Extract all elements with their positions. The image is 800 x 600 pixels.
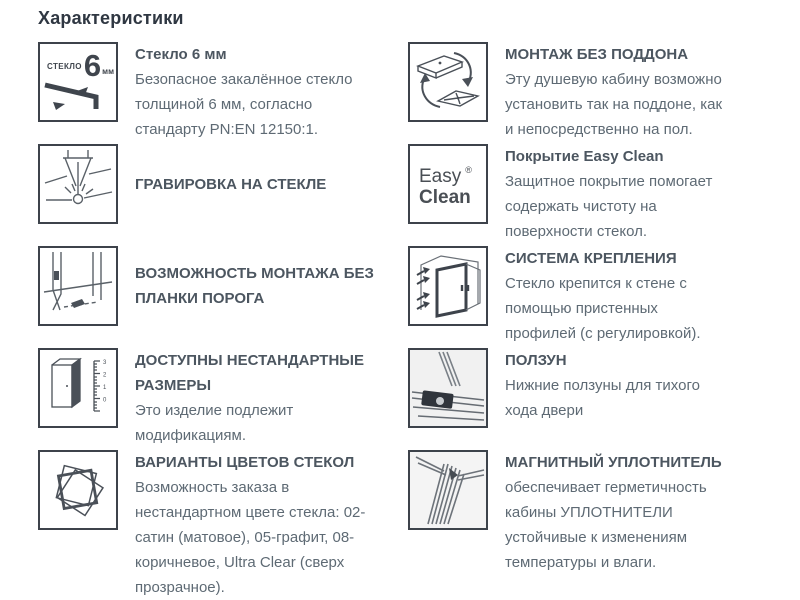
- ruler-mark: 3: [103, 360, 107, 366]
- glass-engraving-icon: [38, 144, 118, 224]
- no-tray-install-icon: [408, 42, 488, 122]
- feature-heading: Покрытие Easy Clean: [505, 148, 664, 165]
- easy-clean-label-clean: Clean: [419, 187, 471, 208]
- feature-heading: МОНТАЖ БЕЗ ПОДДОНА: [505, 46, 689, 63]
- door-slider-icon: [408, 348, 488, 428]
- enclosure-graphic: [410, 248, 486, 324]
- feature-heading: ВАРИАНТЫ ЦВЕТОВ СТЕКОЛ: [135, 454, 355, 471]
- tray-floor-graphic: [410, 44, 486, 120]
- engraving-tool-graphic: [40, 146, 116, 222]
- feature-custom-sizes: [38, 348, 400, 450]
- slider-rail-graphic: [410, 350, 486, 426]
- feature-glass-engraving: [38, 144, 400, 246]
- glass-thickness-icon: [38, 42, 118, 122]
- feature-body: Нижние ползуны для тихого хода двери: [505, 377, 700, 419]
- seal-profiles-graphic: [410, 452, 486, 528]
- feature-wall-mounting: [408, 246, 780, 348]
- feature-body: обеспечивает герметичность кабины УПЛОТНИТЕЛИ устойчивые к изменениям температуры и влаги.: [505, 479, 707, 571]
- magnetic-seal-icon: [408, 450, 488, 530]
- ruler-mark: 2: [103, 372, 107, 379]
- no-threshold-icon: [38, 246, 118, 326]
- feature-magnetic-seal: [408, 450, 780, 600]
- feature-heading: ГРАВИРОВКА НА СТЕКЛЕ: [135, 175, 327, 193]
- feature-glass-thickness: [38, 42, 400, 144]
- feature-heading: МАГНИТНЫЙ УПЛОТНИТЕЛЬ: [505, 454, 722, 471]
- feature-body: Это изделие подлежит модификациям.: [135, 402, 294, 444]
- feature-glass-colors: [38, 450, 400, 600]
- feature-heading: СИСТЕМА КРЕПЛЕНИЯ: [505, 250, 677, 267]
- feature-body: Защитное покрытие помогает содержать чистоту на поверхности стекол.: [505, 173, 713, 240]
- page-title: Характеристики: [38, 8, 184, 28]
- easy-clean-label-easy: Easy: [419, 166, 462, 187]
- easy-clean-icon: [408, 144, 488, 224]
- wall-mounting-icon: [408, 246, 488, 326]
- custom-sizes-icon: [38, 348, 118, 428]
- feature-no-threshold: [38, 246, 400, 348]
- features-grid: [38, 42, 780, 600]
- feature-heading: ПОЛЗУН: [505, 352, 567, 369]
- ruler-mark: 0: [103, 397, 107, 404]
- glass-size-label: 6: [83, 48, 102, 83]
- feature-body: Безопасное закалённое стекло толщиной 6 мм, согласно стандарту PN:EN 12150:1.: [135, 71, 353, 138]
- feature-no-tray-install: [408, 42, 780, 144]
- glass-word-label: СТЕКЛО: [47, 62, 82, 72]
- feature-heading: Стекло 6 мм: [135, 46, 227, 63]
- feature-body: Эту душевую кабину возможно установить так на поддоне, как и непосредственно на пол.: [505, 71, 723, 138]
- glass-unit-label: мм: [102, 67, 115, 77]
- feature-heading: ДОСТУПНЫ НЕСТАНДАРТНЫЕ РАЗМЕРЫ: [135, 352, 364, 394]
- feature-body: Стекло крепится к стене с помощью пристенных профилей (с регулировкой).: [505, 275, 701, 342]
- glass-panes-graphic: [40, 452, 116, 528]
- feature-heading: ВОЗМОЖНОСТЬ МОНТАЖА БЕЗ ПЛАНКИ ПОРОГА: [135, 265, 374, 307]
- glass-colors-icon: [38, 450, 118, 530]
- ruler-mark: 1: [103, 385, 107, 391]
- feature-easy-clean: [408, 144, 780, 246]
- feature-door-slider: [408, 348, 780, 450]
- feature-body: Возможность заказа в нестандартном цвете стекла: 02-сатин (матовое), 05-графит, 08-коричневое, Ultra Clear (сверх прозрачное).: [135, 479, 366, 596]
- door-bottom-graphic: [40, 248, 116, 324]
- cabin-ruler-graphic: [40, 350, 116, 426]
- registered-mark: ®: [465, 165, 472, 175]
